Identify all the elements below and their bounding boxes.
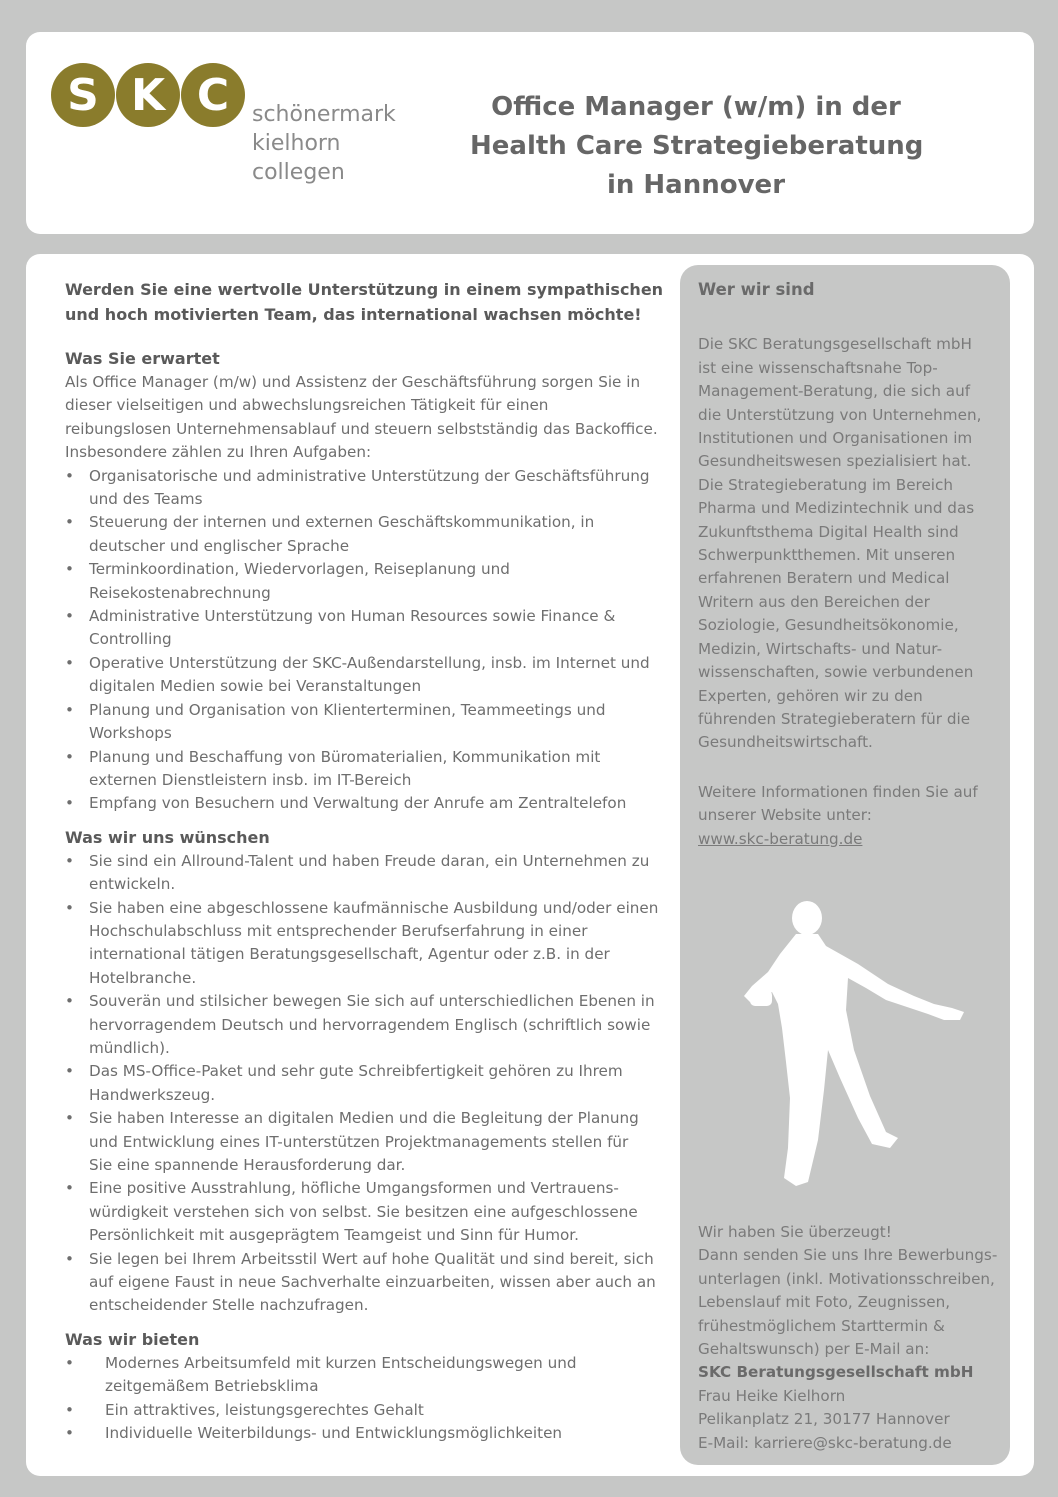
list-item-line: deutscher und englischer Sprache <box>89 536 350 555</box>
list-item-line: Hochschulabschluss mit entsprechender Berufserfahrung in einer <box>89 921 588 940</box>
text-line: frühestmöglichem Starttermin & <box>698 1316 945 1335</box>
list-item-line: • Sie haben Interesse an digitalen Medien und die Begleitung der Planung <box>89 1109 639 1128</box>
list-item-line: externen Dienstleistern insb. im IT-Bereich <box>89 770 412 789</box>
list-item <box>65 1399 675 1422</box>
text-line: erfahrenen Beratern und Medical <box>698 569 950 588</box>
list-item <box>65 1107 675 1177</box>
list-item <box>65 850 675 897</box>
list-item <box>65 465 675 512</box>
job-title-line: in Hannover <box>606 170 786 200</box>
sidebar-apply <box>698 1221 1010 1455</box>
company-name-line: collegen <box>252 160 345 185</box>
list-item <box>65 897 675 991</box>
intro-text <box>65 278 675 327</box>
text-line: dieser vielseitigen und abwechslungsreichen Tätigkeit für einen <box>65 396 549 415</box>
text-line: unterlagen (inkl. Motivationsschreiben, <box>698 1269 995 1288</box>
text-line: Gehaltswunsch) per E-Mail an: <box>698 1340 930 1359</box>
job-title <box>470 88 922 205</box>
list-item-line: international tätigen Beratungsgesellschaft, Agentur oder z.B. in der <box>89 945 610 964</box>
company-name <box>252 100 396 187</box>
list-item-line: • Planung und Beschaffung von Büromaterialien, Kommunikation mit <box>89 747 601 766</box>
expect-list <box>65 465 675 816</box>
list-item <box>65 699 675 746</box>
list-item-line: Controlling <box>89 630 172 649</box>
text-line: ist eine wissenschaftsnahe Top- <box>698 358 938 377</box>
list-item <box>65 792 675 815</box>
list-item-line: Persönlichkeit mit ausgeprägtem Teamgeist und Sinn für Humor. <box>89 1226 579 1245</box>
svg-text:S: S <box>67 70 99 121</box>
text-line: Institutionen und Organisationen im <box>698 429 973 448</box>
list-item-line: • Planung und Organisation von Klienterterminen, Teammeetings und <box>89 700 606 719</box>
text-line: Soziologie, Gesundheitsökonomie, <box>698 616 959 635</box>
list-item-line: entscheidender Stelle nachzufragen. <box>89 1296 369 1315</box>
text-line: Dann senden Sie uns Ihre Bewerbungs- <box>698 1246 998 1265</box>
offer-list <box>65 1352 675 1446</box>
section-heading-offer: Was wir bieten <box>65 1329 200 1349</box>
list-item-line: Sie eine spannende Herausforderung dar. <box>89 1156 406 1174</box>
text-line: wissenschaften, sowie verbundenen <box>698 663 974 682</box>
list-item-line: Workshops <box>89 724 172 743</box>
list-item-line: zeitgemäßem Betriebsklima <box>105 1377 319 1396</box>
list-item <box>65 1248 675 1318</box>
list-item-line: • Organisatorische und administrative Unterstützung der Geschäftsführung <box>89 466 650 485</box>
list-item-line: • Das MS-Office-Paket und sehr gute Schreibfertigkeit gehören zu Ihrem <box>89 1062 623 1081</box>
list-item-line: • Sie sind ein Allround-Talent und haben Freude daran, ein Unternehmen zu <box>89 851 650 870</box>
list-item <box>65 990 675 1060</box>
text-line: Zukunftsthema Digital Health sind <box>698 522 959 541</box>
company-name-bold: SKC Beratungsgesellschaft mbH <box>698 1363 974 1382</box>
text-line: Frau Heike Kielhorn <box>698 1386 846 1405</box>
list-item-line: hervorragendem Deutsch und hervorragendem Englisch (schriftlich sowie <box>89 1015 651 1034</box>
text-line: Lebenslauf mit Foto, Zeugnissen, <box>698 1293 951 1312</box>
list-item <box>65 652 675 699</box>
text-line: Weitere Informationen finden Sie auf <box>698 782 978 801</box>
skc-logo-icon <box>50 62 246 128</box>
text-line: Writern aus den Bereichen der <box>698 592 930 611</box>
list-item <box>65 511 675 558</box>
text-line: Als Office Manager (m/w) und Assistenz der Geschäftsführung sorgen Sie in <box>65 373 641 391</box>
text-line: Gesundheitswesen spezialisiert hat. <box>698 452 972 471</box>
contact-text <box>698 1385 1010 1455</box>
text-line: reibungslosen Unternehmensablauf und steuern selbstständig das Backoffice. <box>65 419 658 438</box>
intro-line: und hoch motivierten Team, das international wachsen möchte! <box>65 304 642 324</box>
company-name-line: schönermark <box>252 102 396 127</box>
list-item-line: mündlich). <box>89 1038 170 1057</box>
list-item-line: würdigkeit verstehen sich von selbst. Sie besitzen eine aufgeschlossene <box>89 1202 638 1221</box>
svg-text:C: C <box>196 70 230 121</box>
list-item-line: digitalen Medien sowie bei Veranstaltungen <box>89 677 422 696</box>
intro-line: Werden Sie eine wertvolle Unterstützung in einem sympathischen <box>65 280 664 299</box>
text-line: unserer Website unter: <box>698 806 872 825</box>
text-line: Pelikanplatz 21, 30177 Hannover <box>698 1410 950 1429</box>
list-item-line: Handwerkszeug. <box>89 1085 216 1104</box>
more-info-text <box>698 781 1010 828</box>
website-link[interactable]: www.skc-beratung.de <box>698 829 863 848</box>
list-item <box>65 558 675 605</box>
list-item <box>65 605 675 652</box>
text-line: E-Mail: karriere@skc-beratung.de <box>698 1433 952 1452</box>
list-item <box>65 1060 675 1107</box>
sidebar-heading: Wer wir sind <box>698 280 815 299</box>
sidebar-about <box>698 278 1010 851</box>
man-with-binoculars-icon <box>738 900 968 1190</box>
text-line: Die Strategieberatung im Bereich <box>698 475 953 494</box>
about-text <box>698 333 1010 754</box>
list-item <box>65 746 675 793</box>
list-item-line: • Eine positive Ausstrahlung, höfliche Umgangsformen und Vertrauens- <box>89 1179 619 1198</box>
text-line: Wir haben Sie überzeugt! <box>698 1223 892 1241</box>
list-item-line: entwickeln. <box>89 875 176 894</box>
expect-text <box>65 371 675 465</box>
list-item <box>65 1422 675 1445</box>
list-item-line: • Administrative Unterstützung von Human Resources sowie Finance & <box>89 607 616 626</box>
list-item-line: • Steuerung der internen und externen Geschäftskommunikation, in <box>89 513 595 532</box>
list-item-line: • Ein attraktives, leistungsgerechtes Gehalt <box>105 1400 424 1419</box>
company-name-line: kielhorn <box>252 131 341 156</box>
text-line: führenden Strategieberatern für die <box>698 709 971 728</box>
list-item-line: • Sie haben eine abgeschlossene kaufmännische Ausbildung und/oder einen <box>89 898 659 917</box>
text-line: Experten, gehören wir zu den <box>698 686 923 705</box>
list-item-line: • Sie legen bei Ihrem Arbeitsstil Wert auf hohe Qualität und sind bereit, sich <box>89 1249 654 1268</box>
svg-text:K: K <box>130 70 166 121</box>
list-item-line: und des Teams <box>89 490 203 509</box>
text-line: Pharma und Medizintechnik und das <box>698 499 975 518</box>
text-line: Medizin, Wirtschafts- und Natur- <box>698 639 943 658</box>
text-line: die Unterstützung von Unternehmen, <box>698 405 982 424</box>
list-item-line: Hotelbranche. <box>89 968 197 987</box>
list-item <box>65 1352 675 1399</box>
text-line: Insbesondere zählen zu Ihren Aufgaben: <box>65 443 372 462</box>
section-heading-wish: Was wir uns wünschen <box>65 827 270 847</box>
text-line: Die SKC Beratungsgesellschaft mbH <box>698 335 972 354</box>
list-item-line: • Operative Unterstützung der SKC-Außendarstellung, insb. im Internet und <box>89 653 650 672</box>
list-item-line: auf eigene Faust in neue Sachverhalte einzuarbeiten, wissen aber auch an <box>89 1273 656 1292</box>
list-item-line: • Modernes Arbeitsumfeld mit kurzen Entscheidungswegen und <box>105 1353 577 1372</box>
text-line: Gesundheitswirtschaft. <box>698 733 873 752</box>
apply-text <box>698 1221 1010 1361</box>
text-line: Management-Beratung, die sich auf <box>698 382 971 401</box>
job-title-line: Health Care Strategieberatung <box>470 131 924 161</box>
list-item-line: • Empfang von Besuchern und Verwaltung der Anrufe am Zentraltelefon <box>89 794 627 813</box>
list-item-line: • Souverän und stilsicher bewegen Sie sich auf unterschiedlichen Ebenen in <box>89 992 655 1011</box>
job-title-line: Office Manager (w/m) in der <box>491 92 901 122</box>
list-item-line: • Terminkoordination, Wiedervorlagen, Reiseplanung und <box>89 560 510 579</box>
text-line: Schwerpunktthemen. Mit unseren <box>698 546 956 565</box>
wish-list <box>65 850 675 1318</box>
list-item-line: Reisekostenabrechnung <box>89 583 271 602</box>
list-item <box>65 1177 675 1247</box>
list-item-line: und Entwicklung eines IT-unterstützen Projektmanagements stellen für <box>89 1132 629 1151</box>
list-item-line: • Individuelle Weiterbildungs- und Entwicklungsmöglichkeiten <box>105 1424 563 1443</box>
section-heading-expect: Was Sie erwartet <box>65 349 220 368</box>
job-description <box>65 278 675 1445</box>
